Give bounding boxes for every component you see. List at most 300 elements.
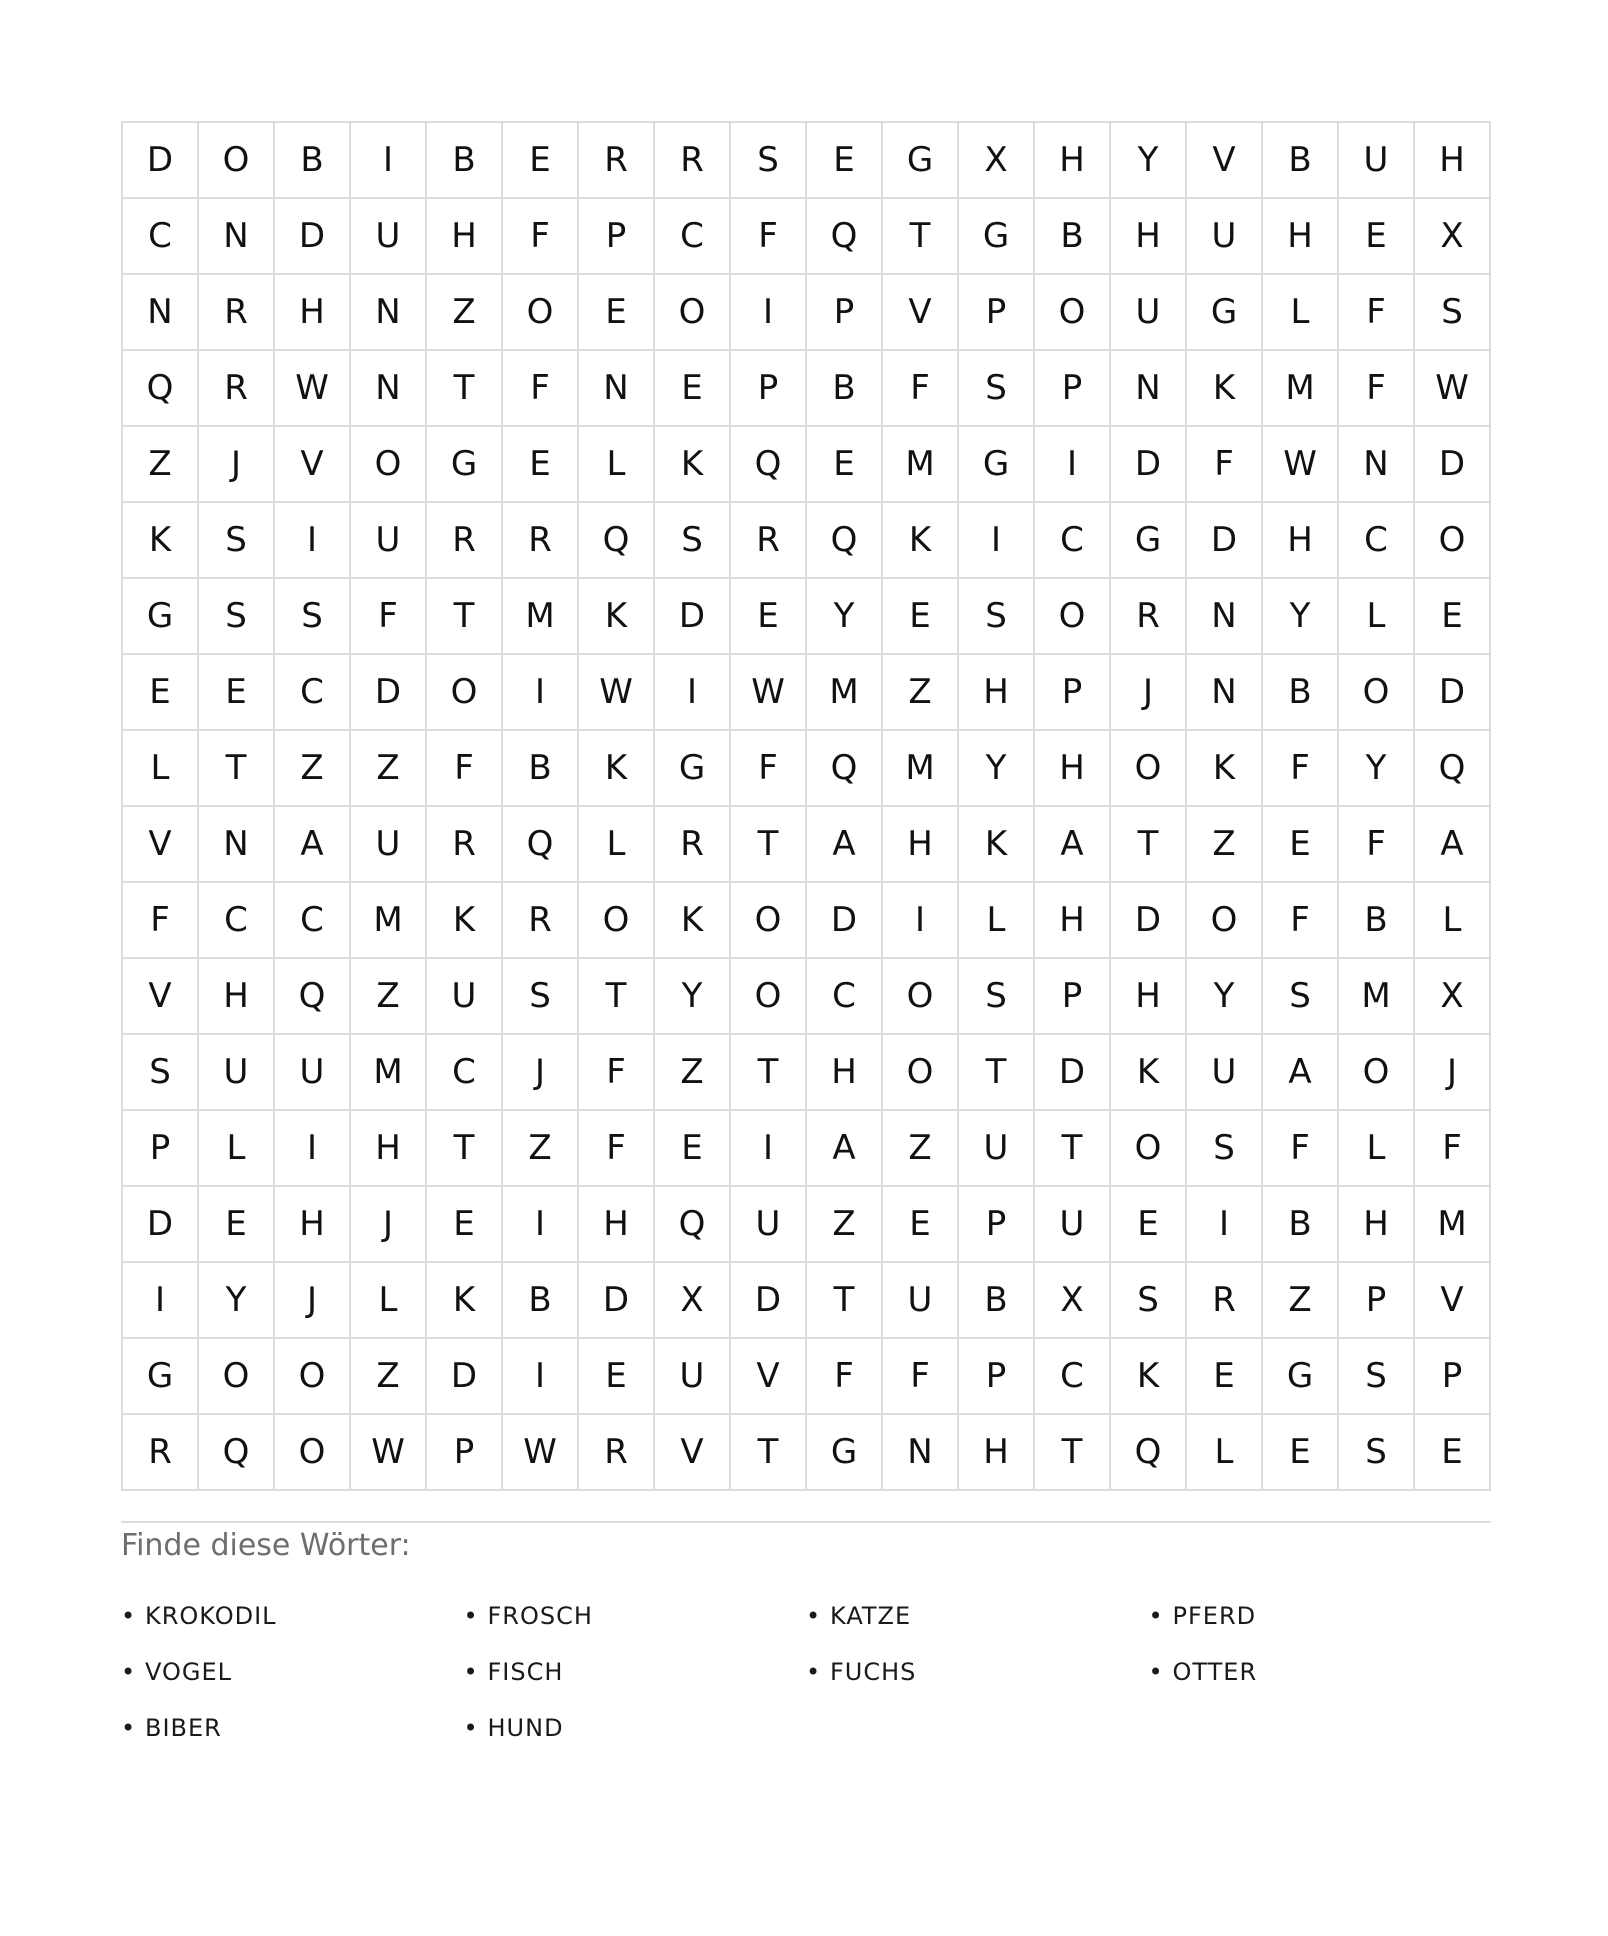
grid-cell[interactable]: Z	[655, 1035, 731, 1111]
grid-cell[interactable]: Z	[807, 1187, 883, 1263]
grid-cell[interactable]: V	[275, 427, 351, 503]
grid-cell[interactable]: I	[123, 1263, 199, 1339]
grid-cell[interactable]: P	[1035, 655, 1111, 731]
grid-cell[interactable]: V	[731, 1339, 807, 1415]
grid-cell[interactable]: W	[503, 1415, 579, 1491]
grid-cell[interactable]: H	[1035, 123, 1111, 199]
grid-cell[interactable]: A	[1035, 807, 1111, 883]
grid-cell[interactable]: O	[199, 123, 275, 199]
grid-cell[interactable]: M	[351, 883, 427, 959]
grid-cell[interactable]: T	[959, 1035, 1035, 1111]
grid-cell[interactable]: Z	[275, 731, 351, 807]
grid-cell[interactable]: B	[807, 351, 883, 427]
grid-cell[interactable]: O	[275, 1415, 351, 1491]
grid-cell[interactable]: H	[1035, 731, 1111, 807]
grid-cell[interactable]: D	[1111, 427, 1187, 503]
grid-cell[interactable]: F	[1339, 807, 1415, 883]
grid-cell[interactable]: D	[351, 655, 427, 731]
grid-cell[interactable]: V	[655, 1415, 731, 1491]
grid-cell[interactable]: U	[1187, 199, 1263, 275]
grid-cell[interactable]: A	[807, 1111, 883, 1187]
grid-cell[interactable]: D	[731, 1263, 807, 1339]
grid-cell[interactable]: Z	[427, 275, 503, 351]
grid-cell[interactable]: E	[807, 427, 883, 503]
grid-cell[interactable]: P	[959, 275, 1035, 351]
grid-cell[interactable]: H	[1263, 199, 1339, 275]
grid-cell[interactable]: O	[883, 959, 959, 1035]
grid-cell[interactable]: L	[123, 731, 199, 807]
grid-cell[interactable]: F	[883, 351, 959, 427]
grid-cell[interactable]: T	[883, 199, 959, 275]
grid-cell[interactable]: G	[655, 731, 731, 807]
grid-cell[interactable]: U	[883, 1263, 959, 1339]
grid-cell[interactable]: S	[199, 579, 275, 655]
grid-cell[interactable]: R	[503, 503, 579, 579]
grid-cell[interactable]: O	[1035, 579, 1111, 655]
grid-cell[interactable]: H	[1035, 883, 1111, 959]
grid-cell[interactable]: T	[427, 579, 503, 655]
grid-cell[interactable]: O	[1415, 503, 1491, 579]
grid-cell[interactable]: V	[1415, 1263, 1491, 1339]
grid-cell[interactable]: E	[883, 1187, 959, 1263]
grid-cell[interactable]: R	[199, 275, 275, 351]
grid-cell[interactable]: S	[1339, 1339, 1415, 1415]
grid-cell[interactable]: E	[883, 579, 959, 655]
grid-cell[interactable]: D	[1035, 1035, 1111, 1111]
grid-cell[interactable]: H	[579, 1187, 655, 1263]
grid-cell[interactable]: K	[655, 883, 731, 959]
grid-cell[interactable]: R	[731, 503, 807, 579]
grid-cell[interactable]: G	[427, 427, 503, 503]
grid-cell[interactable]: R	[427, 503, 503, 579]
grid-cell[interactable]: K	[655, 427, 731, 503]
grid-cell[interactable]: J	[199, 427, 275, 503]
grid-cell[interactable]: B	[1263, 1187, 1339, 1263]
grid-cell[interactable]: S	[123, 1035, 199, 1111]
grid-cell[interactable]: R	[123, 1415, 199, 1491]
grid-cell[interactable]: H	[807, 1035, 883, 1111]
grid-cell[interactable]: Z	[503, 1111, 579, 1187]
grid-cell[interactable]: I	[503, 1339, 579, 1415]
grid-cell[interactable]: M	[883, 731, 959, 807]
grid-cell[interactable]: B	[1035, 199, 1111, 275]
grid-cell[interactable]: Q	[579, 503, 655, 579]
grid-cell[interactable]: F	[807, 1339, 883, 1415]
grid-cell[interactable]: N	[1187, 655, 1263, 731]
grid-cell[interactable]: F	[1415, 1111, 1491, 1187]
grid-cell[interactable]: L	[351, 1263, 427, 1339]
grid-cell[interactable]: S	[503, 959, 579, 1035]
grid-cell[interactable]: I	[959, 503, 1035, 579]
grid-cell[interactable]: K	[1187, 731, 1263, 807]
grid-cell[interactable]: R	[1187, 1263, 1263, 1339]
grid-cell[interactable]: C	[199, 883, 275, 959]
grid-cell[interactable]: N	[123, 275, 199, 351]
grid-cell[interactable]: T	[731, 1415, 807, 1491]
grid-cell[interactable]: O	[351, 427, 427, 503]
grid-cell[interactable]: Y	[807, 579, 883, 655]
grid-cell[interactable]: K	[1111, 1035, 1187, 1111]
grid-cell[interactable]: T	[1035, 1415, 1111, 1491]
grid-cell[interactable]: L	[1339, 1111, 1415, 1187]
grid-cell[interactable]: Q	[199, 1415, 275, 1491]
grid-cell[interactable]: Y	[1187, 959, 1263, 1035]
grid-cell[interactable]: K	[959, 807, 1035, 883]
grid-cell[interactable]: P	[1035, 959, 1111, 1035]
grid-cell[interactable]: X	[1415, 959, 1491, 1035]
grid-cell[interactable]: M	[883, 427, 959, 503]
grid-cell[interactable]: H	[959, 1415, 1035, 1491]
grid-cell[interactable]: G	[123, 579, 199, 655]
grid-cell[interactable]: P	[1035, 351, 1111, 427]
grid-cell[interactable]: A	[275, 807, 351, 883]
grid-cell[interactable]: S	[731, 123, 807, 199]
grid-cell[interactable]: I	[275, 1111, 351, 1187]
grid-cell[interactable]: S	[1187, 1111, 1263, 1187]
grid-cell[interactable]: T	[807, 1263, 883, 1339]
grid-cell[interactable]: O	[655, 275, 731, 351]
grid-cell[interactable]: F	[1263, 731, 1339, 807]
grid-cell[interactable]: Q	[655, 1187, 731, 1263]
grid-cell[interactable]: K	[1111, 1339, 1187, 1415]
grid-cell[interactable]: E	[1187, 1339, 1263, 1415]
grid-cell[interactable]: C	[1339, 503, 1415, 579]
grid-cell[interactable]: C	[275, 655, 351, 731]
grid-cell[interactable]: I	[503, 655, 579, 731]
grid-cell[interactable]: H	[1111, 959, 1187, 1035]
grid-cell[interactable]: R	[579, 123, 655, 199]
grid-cell[interactable]: E	[655, 1111, 731, 1187]
grid-cell[interactable]: G	[807, 1415, 883, 1491]
grid-cell[interactable]: O	[275, 1339, 351, 1415]
grid-cell[interactable]: M	[503, 579, 579, 655]
grid-cell[interactable]: B	[1263, 123, 1339, 199]
grid-cell[interactable]: S	[1415, 275, 1491, 351]
grid-cell[interactable]: H	[1263, 503, 1339, 579]
grid-cell[interactable]: Z	[123, 427, 199, 503]
grid-cell[interactable]: O	[1187, 883, 1263, 959]
grid-cell[interactable]: G	[1111, 503, 1187, 579]
grid-cell[interactable]: V	[883, 275, 959, 351]
grid-cell[interactable]: H	[1339, 1187, 1415, 1263]
grid-cell[interactable]: W	[351, 1415, 427, 1491]
grid-cell[interactable]: I	[351, 123, 427, 199]
grid-cell[interactable]: D	[275, 199, 351, 275]
grid-cell[interactable]: B	[503, 1263, 579, 1339]
grid-cell[interactable]: F	[579, 1035, 655, 1111]
grid-cell[interactable]: K	[579, 579, 655, 655]
grid-cell[interactable]: W	[1263, 427, 1339, 503]
grid-cell[interactable]: D	[579, 1263, 655, 1339]
grid-cell[interactable]: C	[1035, 503, 1111, 579]
grid-cell[interactable]: E	[1415, 579, 1491, 655]
grid-cell[interactable]: G	[883, 123, 959, 199]
grid-cell[interactable]: X	[1035, 1263, 1111, 1339]
grid-cell[interactable]: K	[427, 883, 503, 959]
grid-cell[interactable]: R	[427, 807, 503, 883]
grid-cell[interactable]: X	[1415, 199, 1491, 275]
grid-cell[interactable]: I	[275, 503, 351, 579]
grid-cell[interactable]: L	[579, 427, 655, 503]
grid-cell[interactable]: Z	[1187, 807, 1263, 883]
grid-cell[interactable]: B	[959, 1263, 1035, 1339]
grid-cell[interactable]: D	[807, 883, 883, 959]
grid-cell[interactable]: K	[1187, 351, 1263, 427]
grid-cell[interactable]: H	[1111, 199, 1187, 275]
grid-cell[interactable]: F	[1263, 883, 1339, 959]
grid-cell[interactable]: M	[1339, 959, 1415, 1035]
grid-cell[interactable]: D	[427, 1339, 503, 1415]
grid-cell[interactable]: R	[1111, 579, 1187, 655]
grid-cell[interactable]: P	[123, 1111, 199, 1187]
grid-cell[interactable]: Y	[1339, 731, 1415, 807]
grid-cell[interactable]: I	[655, 655, 731, 731]
grid-cell[interactable]: S	[959, 579, 1035, 655]
grid-cell[interactable]: T	[427, 1111, 503, 1187]
grid-cell[interactable]: Z	[1263, 1263, 1339, 1339]
grid-cell[interactable]: S	[959, 959, 1035, 1035]
grid-cell[interactable]: T	[1111, 807, 1187, 883]
grid-cell[interactable]: U	[351, 199, 427, 275]
grid-cell[interactable]: K	[123, 503, 199, 579]
grid-cell[interactable]: E	[1339, 199, 1415, 275]
grid-cell[interactable]: H	[199, 959, 275, 1035]
grid-cell[interactable]: F	[503, 351, 579, 427]
grid-cell[interactable]: J	[351, 1187, 427, 1263]
grid-cell[interactable]: F	[579, 1111, 655, 1187]
grid-cell[interactable]: G	[959, 427, 1035, 503]
grid-cell[interactable]: Q	[807, 731, 883, 807]
grid-cell[interactable]: R	[655, 123, 731, 199]
grid-cell[interactable]: S	[199, 503, 275, 579]
grid-cell[interactable]: B	[503, 731, 579, 807]
grid-cell[interactable]: Y	[1263, 579, 1339, 655]
grid-cell[interactable]: L	[1263, 275, 1339, 351]
grid-cell[interactable]: B	[275, 123, 351, 199]
grid-cell[interactable]: O	[199, 1339, 275, 1415]
grid-cell[interactable]: P	[579, 199, 655, 275]
grid-cell[interactable]: O	[883, 1035, 959, 1111]
grid-cell[interactable]: A	[807, 807, 883, 883]
grid-cell[interactable]: C	[655, 199, 731, 275]
grid-cell[interactable]: U	[1035, 1187, 1111, 1263]
grid-cell[interactable]: M	[1263, 351, 1339, 427]
grid-cell[interactable]: N	[1111, 351, 1187, 427]
grid-cell[interactable]: U	[275, 1035, 351, 1111]
grid-cell[interactable]: Z	[351, 1339, 427, 1415]
grid-cell[interactable]: Q	[503, 807, 579, 883]
grid-cell[interactable]: F	[1339, 351, 1415, 427]
grid-cell[interactable]: E	[503, 427, 579, 503]
grid-cell[interactable]: E	[123, 655, 199, 731]
grid-cell[interactable]: E	[731, 579, 807, 655]
grid-cell[interactable]: C	[1035, 1339, 1111, 1415]
grid-cell[interactable]: F	[731, 199, 807, 275]
grid-cell[interactable]: T	[199, 731, 275, 807]
grid-cell[interactable]: F	[503, 199, 579, 275]
grid-cell[interactable]: S	[959, 351, 1035, 427]
grid-cell[interactable]: B	[1263, 655, 1339, 731]
grid-cell[interactable]: O	[579, 883, 655, 959]
grid-cell[interactable]: H	[275, 275, 351, 351]
grid-cell[interactable]: I	[731, 1111, 807, 1187]
grid-cell[interactable]: I	[503, 1187, 579, 1263]
grid-cell[interactable]: H	[275, 1187, 351, 1263]
grid-cell[interactable]: N	[351, 351, 427, 427]
grid-cell[interactable]: P	[1339, 1263, 1415, 1339]
grid-cell[interactable]: R	[579, 1415, 655, 1491]
grid-cell[interactable]: J	[1415, 1035, 1491, 1111]
grid-cell[interactable]: O	[1111, 1111, 1187, 1187]
grid-cell[interactable]: W	[731, 655, 807, 731]
grid-cell[interactable]: Z	[351, 731, 427, 807]
grid-cell[interactable]: U	[199, 1035, 275, 1111]
grid-cell[interactable]: B	[427, 123, 503, 199]
grid-cell[interactable]: J	[1111, 655, 1187, 731]
grid-cell[interactable]: G	[1263, 1339, 1339, 1415]
grid-cell[interactable]: F	[351, 579, 427, 655]
grid-cell[interactable]: L	[1415, 883, 1491, 959]
grid-cell[interactable]: K	[883, 503, 959, 579]
grid-cell[interactable]: U	[427, 959, 503, 1035]
grid-cell[interactable]: N	[579, 351, 655, 427]
grid-cell[interactable]: F	[1187, 427, 1263, 503]
grid-cell[interactable]: C	[807, 959, 883, 1035]
grid-cell[interactable]: E	[199, 655, 275, 731]
grid-cell[interactable]: V	[123, 807, 199, 883]
grid-cell[interactable]: T	[1035, 1111, 1111, 1187]
grid-cell[interactable]: M	[807, 655, 883, 731]
grid-cell[interactable]: F	[123, 883, 199, 959]
grid-cell[interactable]: Y	[199, 1263, 275, 1339]
grid-cell[interactable]: S	[1111, 1263, 1187, 1339]
grid-cell[interactable]: G	[959, 199, 1035, 275]
grid-cell[interactable]: H	[1415, 123, 1491, 199]
grid-cell[interactable]: Q	[1415, 731, 1491, 807]
grid-cell[interactable]: R	[503, 883, 579, 959]
grid-cell[interactable]: Y	[1111, 123, 1187, 199]
grid-cell[interactable]: D	[1415, 655, 1491, 731]
grid-cell[interactable]: T	[427, 351, 503, 427]
grid-cell[interactable]: R	[655, 807, 731, 883]
grid-cell[interactable]: S	[1339, 1415, 1415, 1491]
grid-cell[interactable]: W	[579, 655, 655, 731]
grid-cell[interactable]: K	[427, 1263, 503, 1339]
grid-cell[interactable]: C	[275, 883, 351, 959]
grid-cell[interactable]: G	[1187, 275, 1263, 351]
grid-cell[interactable]: D	[1415, 427, 1491, 503]
grid-cell[interactable]: Y	[959, 731, 1035, 807]
grid-cell[interactable]: Q	[123, 351, 199, 427]
grid-cell[interactable]: H	[959, 655, 1035, 731]
grid-cell[interactable]: E	[199, 1187, 275, 1263]
grid-cell[interactable]: G	[123, 1339, 199, 1415]
grid-cell[interactable]: B	[1339, 883, 1415, 959]
grid-cell[interactable]: U	[959, 1111, 1035, 1187]
grid-cell[interactable]: Z	[883, 1111, 959, 1187]
grid-cell[interactable]: D	[1111, 883, 1187, 959]
grid-cell[interactable]: Q	[275, 959, 351, 1035]
grid-cell[interactable]: S	[655, 503, 731, 579]
grid-cell[interactable]: U	[351, 807, 427, 883]
grid-cell[interactable]: S	[275, 579, 351, 655]
grid-cell[interactable]: V	[1187, 123, 1263, 199]
grid-cell[interactable]: D	[1187, 503, 1263, 579]
grid-cell[interactable]: L	[959, 883, 1035, 959]
grid-cell[interactable]: M	[351, 1035, 427, 1111]
grid-cell[interactable]: M	[1415, 1187, 1491, 1263]
grid-cell[interactable]: Y	[655, 959, 731, 1035]
grid-cell[interactable]: O	[731, 959, 807, 1035]
grid-cell[interactable]: W	[275, 351, 351, 427]
grid-cell[interactable]: E	[1263, 807, 1339, 883]
grid-cell[interactable]: R	[199, 351, 275, 427]
grid-cell[interactable]: U	[1187, 1035, 1263, 1111]
grid-cell[interactable]: E	[579, 275, 655, 351]
grid-cell[interactable]: U	[1339, 123, 1415, 199]
grid-cell[interactable]: I	[1187, 1187, 1263, 1263]
grid-cell[interactable]: T	[579, 959, 655, 1035]
grid-cell[interactable]: N	[1187, 579, 1263, 655]
grid-cell[interactable]: I	[731, 275, 807, 351]
grid-cell[interactable]: J	[275, 1263, 351, 1339]
grid-cell[interactable]: W	[1415, 351, 1491, 427]
grid-cell[interactable]: T	[731, 807, 807, 883]
grid-cell[interactable]: E	[1415, 1415, 1491, 1491]
grid-cell[interactable]: I	[883, 883, 959, 959]
grid-cell[interactable]: A	[1263, 1035, 1339, 1111]
grid-cell[interactable]: V	[123, 959, 199, 1035]
grid-cell[interactable]: E	[579, 1339, 655, 1415]
grid-cell[interactable]: U	[731, 1187, 807, 1263]
grid-cell[interactable]: F	[731, 731, 807, 807]
grid-cell[interactable]: D	[123, 123, 199, 199]
grid-cell[interactable]: O	[1339, 1035, 1415, 1111]
grid-cell[interactable]: U	[655, 1339, 731, 1415]
grid-cell[interactable]: N	[351, 275, 427, 351]
grid-cell[interactable]: J	[503, 1035, 579, 1111]
grid-cell[interactable]: P	[959, 1187, 1035, 1263]
grid-cell[interactable]: Q	[807, 503, 883, 579]
grid-cell[interactable]: S	[1263, 959, 1339, 1035]
grid-cell[interactable]: K	[579, 731, 655, 807]
grid-cell[interactable]: E	[427, 1187, 503, 1263]
grid-cell[interactable]: E	[1111, 1187, 1187, 1263]
grid-cell[interactable]: F	[1263, 1111, 1339, 1187]
grid-cell[interactable]: E	[503, 123, 579, 199]
grid-cell[interactable]: A	[1415, 807, 1491, 883]
grid-cell[interactable]: F	[1339, 275, 1415, 351]
grid-cell[interactable]: P	[959, 1339, 1035, 1415]
grid-cell[interactable]: Q	[1111, 1415, 1187, 1491]
grid-cell[interactable]: F	[883, 1339, 959, 1415]
grid-cell[interactable]: P	[807, 275, 883, 351]
grid-cell[interactable]: N	[199, 807, 275, 883]
grid-cell[interactable]: F	[427, 731, 503, 807]
grid-cell[interactable]: X	[655, 1263, 731, 1339]
grid-cell[interactable]: E	[655, 351, 731, 427]
grid-cell[interactable]: U	[351, 503, 427, 579]
grid-cell[interactable]: O	[1035, 275, 1111, 351]
grid-cell[interactable]: Q	[731, 427, 807, 503]
grid-cell[interactable]: H	[351, 1111, 427, 1187]
grid-cell[interactable]: O	[427, 655, 503, 731]
grid-cell[interactable]: L	[1187, 1415, 1263, 1491]
grid-cell[interactable]: O	[1111, 731, 1187, 807]
grid-cell[interactable]: C	[123, 199, 199, 275]
grid-cell[interactable]: X	[959, 123, 1035, 199]
grid-cell[interactable]: C	[427, 1035, 503, 1111]
